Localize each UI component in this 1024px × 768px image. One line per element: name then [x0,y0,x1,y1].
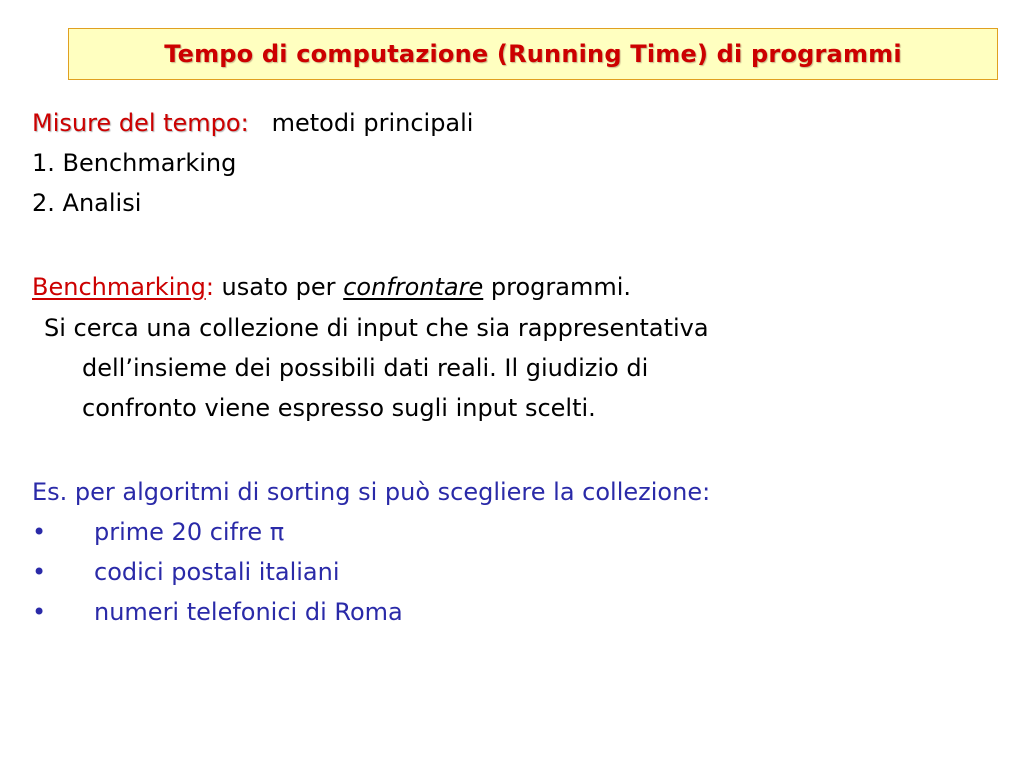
example-intro: Es. per algoritmi di sorting si può scegliere la collezione: [32,478,711,506]
benchmarking-text-after: programmi. [483,273,631,301]
bullet-symbol: • [32,598,47,626]
list-item-analisi: 2. Analisi [32,189,142,217]
bullet-text-pi: prime 20 cifre π [94,518,285,546]
measures-heading: Misure del tempo: [32,109,249,137]
paragraph-line-1: Si cerca una collezione di input che sia rappresentativa [44,314,709,342]
confrontare-emphasis: confrontare [343,273,484,301]
paragraph-line-3: confronto viene espresso sugli input scelti. [82,394,596,422]
bullet-symbol: • [32,518,47,546]
bullet-symbol: • [32,558,47,586]
measures-line [32,106,473,140]
bullet-text-postal: codici postali italiani [94,558,340,586]
bullet-text-phone: numeri telefonici di Roma [94,598,403,626]
measures-heading-rest: metodi principali [271,109,474,137]
bullet-item-postal [32,555,339,589]
bullet-item-pi [32,515,284,549]
title-box [68,28,998,80]
bullet-item-phone [32,595,403,629]
benchmarking-colon: : [205,273,214,301]
list-item-benchmarking: 1. Benchmarking [32,149,237,177]
slide-title: Tempo di computazione (Running Time) di programmi [164,40,902,68]
paragraph-line-2: dell’insieme dei possibili dati reali. Il giudizio di [82,354,649,382]
benchmarking-heading: Benchmarking [32,273,206,301]
benchmarking-text-before: usato per [213,273,344,301]
benchmarking-line [32,270,631,304]
